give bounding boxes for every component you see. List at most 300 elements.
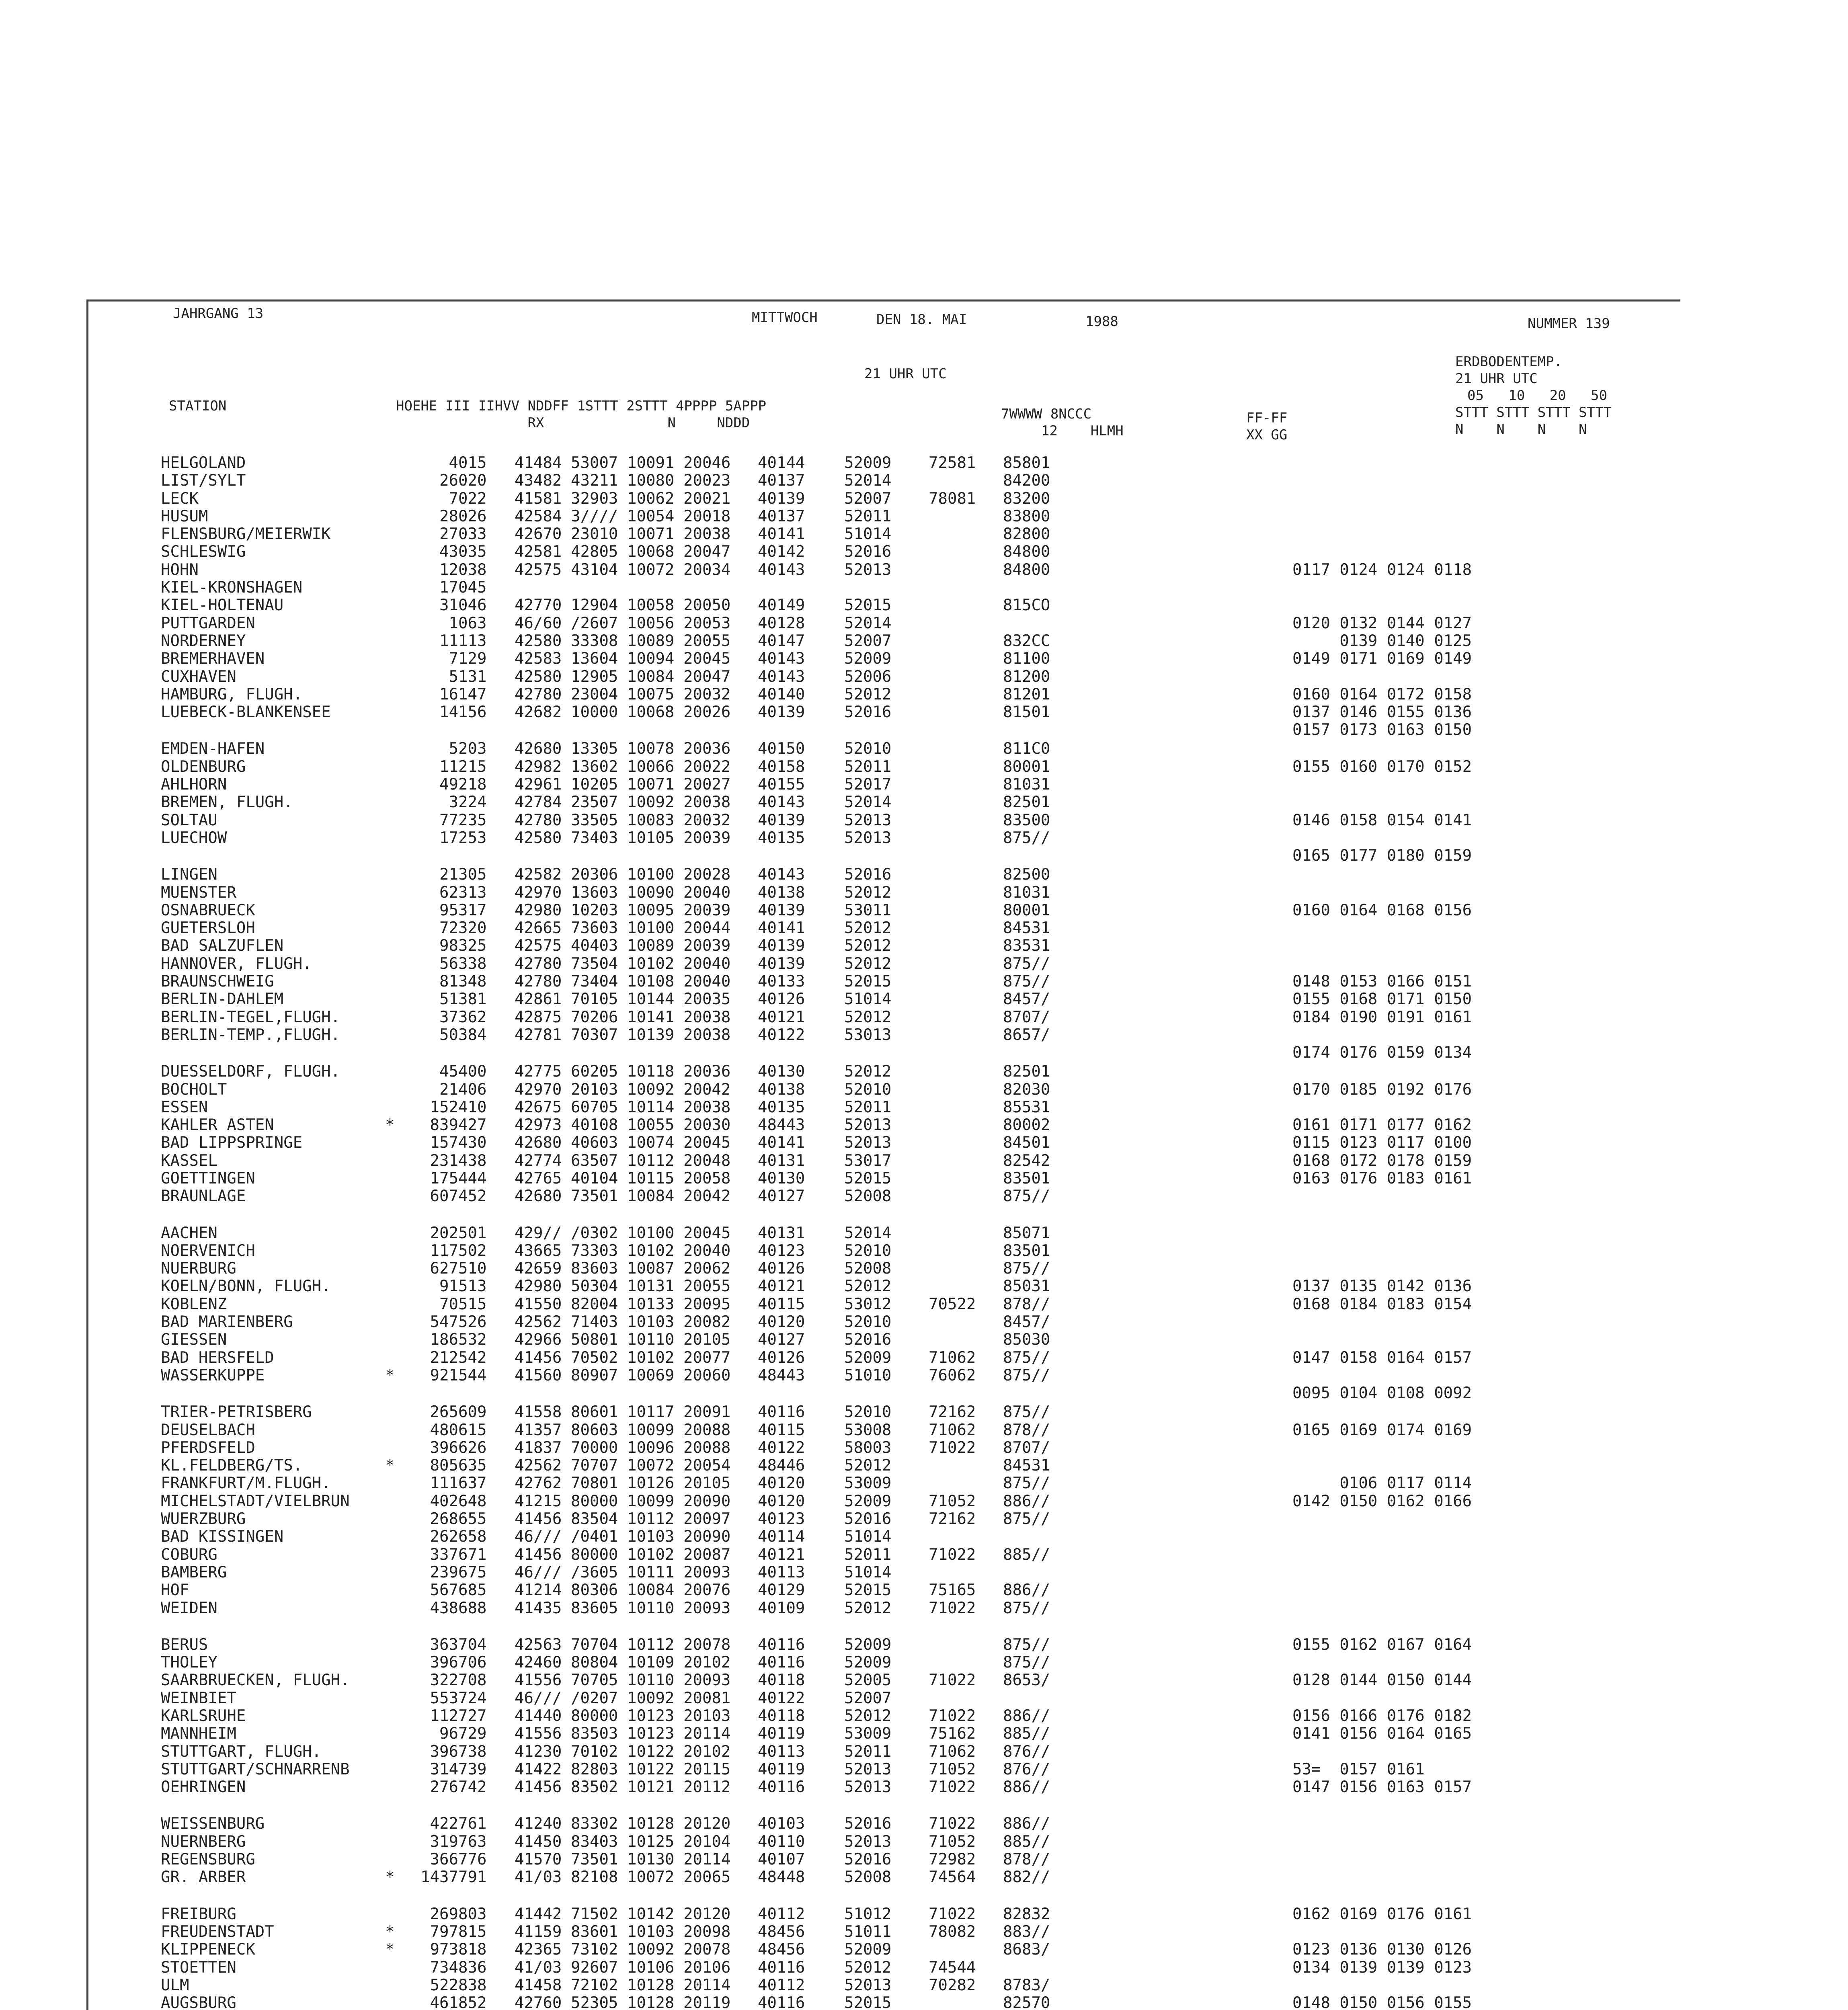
synop-group: 10203 — [571, 901, 618, 919]
station-name: BERUS — [161, 1635, 208, 1654]
synop-group: 20038 — [683, 793, 731, 812]
synop-group: 381 — [458, 990, 487, 1009]
synop-group: 429// — [515, 1224, 562, 1242]
synop-group — [627, 1384, 683, 1403]
mountain-marker — [378, 668, 402, 686]
soil-temperatures: 0115 0123 0117 0100 — [1292, 1134, 1472, 1152]
group-8: 83501 — [1003, 1241, 1050, 1260]
wind-gust — [1240, 1636, 1292, 1654]
synop-group — [515, 1206, 571, 1224]
synop-group: 13305 — [571, 740, 618, 758]
station-height: 607 — [430, 1187, 458, 1206]
group-8 — [1003, 615, 1240, 632]
synop-group: 83603 — [571, 1259, 618, 1278]
table-row — [161, 1905, 1518, 1923]
synop-group: 40123 — [758, 1510, 805, 1528]
synop-group: 20098 — [683, 1922, 731, 1941]
synop-group: 42670 — [515, 525, 562, 544]
synop-group: 10080 — [627, 472, 675, 490]
synop-group: 362 — [458, 1008, 487, 1026]
synop-group: 83502 — [571, 1778, 618, 1797]
synop-group: 20058 — [683, 1169, 731, 1188]
synop-group: 10102 — [627, 1241, 675, 1260]
wind-gust — [1240, 919, 1292, 937]
synop-group: 791 — [458, 1868, 487, 1887]
group-8: 8707/ — [1003, 1438, 1050, 1457]
synop-group: 43665 — [515, 1241, 562, 1260]
station-height: 98 — [439, 937, 458, 955]
table-row — [161, 1331, 1518, 1349]
soil-temperatures — [1292, 1367, 1518, 1384]
group-7 — [929, 508, 1003, 525]
group-7 — [929, 884, 1003, 902]
mountain-marker — [378, 632, 402, 650]
station-height: 627 — [430, 1259, 458, 1278]
synop-group: 52007 — [844, 1689, 892, 1707]
synop-group: 52014 — [844, 1224, 892, 1242]
synop-group — [758, 1044, 844, 1063]
synop-group: 40115 — [758, 1295, 805, 1313]
station-name: STUTTGART, FLUGH. — [161, 1742, 322, 1761]
synop-group: 83601 — [571, 1922, 618, 1941]
station-height: 117 — [430, 1241, 458, 1260]
group-8: 875// — [1003, 1348, 1050, 1367]
synop-group: 40113 — [758, 1563, 805, 1581]
synop-column-subheader: RX N NDDD — [396, 415, 750, 431]
synop-group: 41/03 — [515, 1868, 562, 1887]
synop-group: 704 — [458, 1635, 487, 1654]
synop-group: 20088 — [683, 1438, 731, 1457]
synop-group: 40107 — [758, 1850, 805, 1869]
synop-group: 20048 — [683, 1151, 731, 1170]
wind-gust — [1240, 632, 1292, 650]
group-8 — [1003, 1384, 1240, 1403]
synop-group: 10072 — [627, 1868, 675, 1887]
synop-group — [627, 847, 683, 866]
group-separator-row — [161, 1796, 1518, 1815]
synop-group: 42781 — [515, 1026, 562, 1044]
synop-group: 10131 — [627, 1277, 675, 1296]
station-name — [161, 1044, 378, 1063]
wind-gust — [1240, 1403, 1292, 1421]
wind-gust — [1240, 1026, 1292, 1044]
station-name: ULM — [161, 1976, 189, 1994]
wind-gust — [1240, 454, 1292, 472]
station-name: BAMBERG — [161, 1563, 227, 1581]
synop-group: 52014 — [844, 793, 892, 812]
mountain-marker — [378, 1152, 402, 1170]
wind-gust — [1240, 1349, 1292, 1367]
station-name: NUERNBERG — [161, 1832, 246, 1851]
synop-group: 10091 — [627, 454, 675, 472]
station-name: HOHN — [161, 560, 199, 579]
station-height: 402 — [430, 1492, 458, 1510]
group-8: 875// — [1003, 972, 1050, 991]
synop-group: 40116 — [758, 1958, 805, 1977]
synop-group: 10089 — [627, 632, 675, 650]
synop-group — [758, 1617, 844, 1636]
synop-group: 510 — [458, 1259, 487, 1278]
wind-gust — [1240, 1600, 1292, 1617]
group-7: 70282 — [929, 1976, 976, 1994]
soil-temperatures: 0139 0140 0125 — [1292, 632, 1472, 650]
synop-group: 761 — [458, 1815, 487, 1833]
synop-group: 10071 — [627, 775, 675, 794]
wind-gust — [1240, 1941, 1292, 1959]
station-height: 422 — [430, 1815, 458, 1833]
group-8 — [1003, 1528, 1240, 1546]
wind-gust — [1240, 686, 1292, 704]
mountain-marker — [378, 1636, 402, 1654]
synop-group: 42780 — [515, 972, 562, 991]
wind-gust — [1240, 794, 1292, 811]
synop-group: 20093 — [683, 1599, 731, 1617]
wind-gust — [1240, 1994, 1292, 2010]
station-height: 31 — [439, 596, 458, 615]
synop-group: 338 — [458, 954, 487, 973]
synop-group — [758, 1796, 844, 1815]
synop-group: 40112 — [758, 1976, 805, 1994]
synop-group: 658 — [458, 1528, 487, 1546]
synop-group: 52016 — [844, 1815, 892, 1833]
synop-group: 10105 — [627, 829, 675, 847]
synop-group: 73404 — [571, 972, 618, 991]
station-height: 186 — [430, 1331, 458, 1349]
station-name: STUTTGART/SCHNARRENB — [161, 1760, 350, 1778]
group-7 — [929, 1941, 1003, 1959]
soil-temperatures: 0163 0176 0183 0161 — [1292, 1169, 1472, 1188]
synop-group — [571, 1206, 627, 1224]
station-height: 314 — [430, 1760, 458, 1778]
synop-group: 23507 — [571, 793, 618, 812]
table-row — [161, 525, 1518, 543]
synop-group: 43211 — [571, 472, 618, 490]
synop-group: 70105 — [571, 990, 618, 1009]
soil-temperatures: 0146 0158 0154 0141 — [1292, 811, 1472, 829]
wind-gust — [1240, 1224, 1292, 1242]
wind-gust — [1240, 1761, 1292, 1778]
wind-gust — [1240, 973, 1292, 991]
group-8: 882// — [1003, 1868, 1050, 1887]
station-height: 49 — [439, 775, 458, 794]
synop-group: 42563 — [515, 1635, 562, 1654]
synop-group: 10099 — [627, 1492, 675, 1510]
wind-gust — [1240, 1510, 1292, 1528]
synop-group: 52012 — [844, 937, 892, 955]
wind-gust — [1240, 1134, 1292, 1152]
soil-temperatures — [1292, 829, 1518, 847]
soil-temperatures — [1292, 955, 1518, 973]
synop-group: 40114 — [758, 1528, 805, 1546]
synop-group — [458, 847, 515, 866]
wind-gust — [1240, 1564, 1292, 1581]
synop-group: 73501 — [571, 1187, 618, 1206]
station-name: BAD MARIENBERG — [161, 1313, 293, 1331]
wind-gust — [1240, 561, 1292, 579]
soil-temperatures: 0141 0156 0164 0165 — [1292, 1725, 1472, 1743]
wind-gust — [1240, 884, 1292, 902]
group-8: 875// — [1003, 1187, 1050, 1206]
station-name: KAHLER ASTEN — [161, 1116, 274, 1134]
group-8: 878// — [1003, 1850, 1050, 1869]
group-7 — [929, 937, 1003, 955]
synop-group: /3605 — [571, 1563, 618, 1581]
wind-gust — [1240, 1493, 1292, 1510]
station-height: 973 — [430, 1940, 458, 1959]
synop-group: 52012 — [844, 1062, 892, 1081]
synop-group: 42575 — [515, 560, 562, 579]
synop-group: 515 — [458, 1295, 487, 1313]
synop-group: 10112 — [627, 1151, 675, 1170]
station-name: BAD LIPPSPRINGE — [161, 1134, 303, 1152]
synop-group: 41214 — [515, 1581, 562, 1600]
group-8: 8457/ — [1003, 990, 1050, 1009]
wind-gust — [1240, 740, 1292, 758]
synop-group: 53008 — [844, 1421, 892, 1439]
soil-temperatures — [1292, 1851, 1518, 1868]
synop-group: 20112 — [683, 1778, 731, 1797]
wind-gust — [1240, 1331, 1292, 1349]
group-7 — [929, 632, 1003, 650]
wind-gust — [1240, 1905, 1292, 1923]
station-rows — [161, 454, 1518, 2010]
group-7: 74544 — [929, 1958, 976, 1977]
station-name: LINGEN — [161, 866, 217, 884]
wind-gust — [1240, 1313, 1292, 1331]
synop-group: 42665 — [515, 919, 562, 937]
station-height: 262 — [430, 1528, 458, 1546]
station-name: LIST/SYLT — [161, 472, 246, 490]
synop-group: 729 — [458, 1725, 487, 1743]
mountain-marker — [378, 866, 402, 884]
soil-temp-time: 21 UHR UTC — [1455, 371, 1538, 387]
synop-group: 40131 — [758, 1151, 805, 1170]
station-name: HAMBURG, FLUGH. — [161, 685, 303, 704]
mountain-marker — [378, 579, 402, 597]
station-height: 45 — [439, 1062, 458, 1081]
synop-group — [758, 1206, 844, 1224]
synop-group: 20035 — [683, 990, 731, 1009]
group-7: 74564 — [929, 1868, 976, 1887]
synop-group: 52013 — [844, 1760, 892, 1778]
synop-group: 637 — [458, 1474, 487, 1493]
synop-group: 70801 — [571, 1474, 618, 1493]
synop-group: 52014 — [844, 614, 892, 632]
synop-group: 852 — [458, 1994, 487, 2010]
synop-group: 40138 — [758, 883, 805, 902]
group-8: 885// — [1003, 1832, 1050, 1851]
wind-gust — [1240, 1923, 1292, 1941]
synop-group: 325 — [458, 937, 487, 955]
synop-group: 52006 — [844, 667, 892, 686]
synop-group: 131 — [458, 667, 487, 686]
synop-group — [458, 1617, 515, 1636]
synop-group: 40118 — [758, 1671, 805, 1690]
synop-group: /0401 — [571, 1528, 618, 1546]
group-7 — [929, 758, 1003, 776]
synop-group: 52007 — [844, 632, 892, 650]
mountain-marker — [378, 1278, 402, 1295]
synop-group: 20050 — [683, 596, 731, 615]
synop-group: 40127 — [758, 1187, 805, 1206]
synop-group: 53007 — [571, 454, 618, 472]
group-8: 875// — [1003, 1403, 1050, 1421]
group-separator-row — [161, 1617, 1518, 1636]
synop-group: 41456 — [515, 1348, 562, 1367]
station-name: TRIER-PETRISBERG — [161, 1403, 312, 1421]
synop-group: 52010 — [844, 740, 892, 758]
synop-group: 10100 — [627, 919, 675, 937]
mountain-marker — [378, 1475, 402, 1492]
group-8: 84531 — [1003, 1456, 1050, 1475]
synop-group: 10087 — [627, 1259, 675, 1278]
group-7: 71022 — [929, 1905, 976, 1923]
wind-gust — [1240, 615, 1292, 632]
synop-group: 10084 — [627, 667, 675, 686]
station-name — [161, 1206, 378, 1224]
synop-group — [683, 1796, 758, 1815]
synop-group: 739 — [458, 1760, 487, 1778]
synop-group: 40113 — [758, 1742, 805, 1761]
synop-group — [844, 1887, 929, 1905]
mountain-marker — [378, 1099, 402, 1116]
synop-group: 20088 — [683, 1421, 731, 1439]
station-name: KOELN/BONN, FLUGH. — [161, 1277, 331, 1296]
synop-group: 52008 — [844, 1187, 892, 1206]
synop-group: 10069 — [627, 1366, 675, 1384]
group-8: 82800 — [1003, 525, 1050, 544]
synop-group: 10117 — [627, 1403, 675, 1421]
group-8: 83200 — [1003, 489, 1050, 508]
mountain-marker — [378, 1796, 402, 1815]
synop-group: 40141 — [758, 525, 805, 544]
synop-group: 10112 — [627, 1635, 675, 1654]
station-name: HANNOVER, FLUGH. — [161, 954, 312, 973]
synop-group: 51014 — [844, 1563, 892, 1581]
table-row — [161, 1313, 1518, 1331]
station-name — [161, 721, 378, 740]
synop-group: 10090 — [627, 883, 675, 902]
group-8: 886// — [1003, 1492, 1050, 1510]
synop-group: 20053 — [683, 614, 731, 632]
volume-label: JAHRGANG 13 — [173, 306, 264, 322]
synop-group: 52005 — [844, 1671, 892, 1690]
group-7: 71022 — [929, 1778, 976, 1797]
synop-group: 763 — [458, 1832, 487, 1851]
station-height: 7 — [449, 650, 458, 668]
group-7 — [929, 1564, 1003, 1581]
synop-group: 10092 — [627, 1689, 675, 1707]
group-7 — [929, 991, 1003, 1008]
table-row — [161, 1063, 1518, 1081]
synop-group: 80804 — [571, 1653, 618, 1672]
synop-group: 41440 — [515, 1707, 562, 1725]
synop-group: 40135 — [758, 829, 805, 847]
synop-group: 42982 — [515, 757, 562, 776]
mountain-marker — [378, 1851, 402, 1868]
synop-group: 60705 — [571, 1098, 618, 1116]
synop-group: 10103 — [627, 1313, 675, 1331]
synop-group: 40139 — [758, 703, 805, 722]
station-name: KIEL-KRONSHAGEN — [161, 578, 303, 597]
synop-group: 10099 — [627, 1421, 675, 1439]
synop-group: 52013 — [844, 560, 892, 579]
synop-group — [515, 579, 571, 597]
synop-group: 80603 — [571, 1421, 618, 1439]
synop-group: 20060 — [683, 1366, 731, 1384]
group-8 — [1003, 1690, 1240, 1707]
synop-group — [515, 721, 571, 740]
synop-group — [758, 721, 844, 740]
synop-group: 40104 — [571, 1169, 618, 1188]
synop-group: 42365 — [515, 1940, 562, 1959]
table-row — [161, 1510, 1518, 1528]
synop-group: 20036 — [683, 740, 731, 758]
table-row — [161, 1116, 1518, 1134]
synop-group: 532 — [458, 1331, 487, 1349]
group-8 — [1003, 579, 1240, 597]
synop-group: 52009 — [844, 1653, 892, 1672]
mountain-marker — [378, 1528, 402, 1546]
synop-group: 218 — [458, 775, 487, 794]
group-7 — [929, 1528, 1003, 1546]
synop-group: 42970 — [515, 883, 562, 902]
synop-group: 48446 — [758, 1456, 805, 1475]
wind-gust — [1240, 1278, 1292, 1295]
table-row — [161, 490, 1518, 508]
soil-temperatures: 0149 0171 0169 0149 — [1292, 650, 1472, 668]
group-8: 84200 — [1003, 472, 1050, 490]
station-name: FRANKFURT/M.FLUGH. — [161, 1474, 331, 1493]
synop-group: 82108 — [571, 1868, 618, 1887]
group-7 — [929, 650, 1003, 668]
synop-group: 52007 — [844, 489, 892, 508]
synop-group: 41240 — [515, 1815, 562, 1833]
station-name: BREMERHAVEN — [161, 650, 265, 668]
station-name: GOETTINGEN — [161, 1169, 255, 1188]
mountain-marker — [378, 1206, 402, 1224]
synop-group: 42682 — [515, 703, 562, 722]
synop-group: 10118 — [627, 1062, 675, 1081]
synop-group: 3//// — [571, 507, 618, 525]
station-name: WASSERKUPPE — [161, 1366, 265, 1384]
synop-group: 42784 — [515, 793, 562, 812]
synop-group: 51012 — [844, 1905, 892, 1923]
group-7: 71022 — [929, 1815, 976, 1833]
soil-temperatures — [1292, 1188, 1518, 1205]
synop-group: 10122 — [627, 1760, 675, 1778]
synop-group: 70000 — [571, 1438, 618, 1457]
synop-group: 40122 — [758, 1689, 805, 1707]
group-7 — [929, 721, 1003, 740]
group-7 — [929, 776, 1003, 794]
station-name: BREMEN, FLUGH. — [161, 793, 293, 812]
soil-temperatures — [1292, 543, 1518, 561]
synop-group: 42973 — [515, 1116, 562, 1134]
soil-temperatures — [1292, 597, 1518, 614]
synop-group: 52011 — [844, 1742, 892, 1761]
station-name: HUSUM — [161, 507, 208, 525]
mountain-marker — [378, 525, 402, 543]
synop-group: 42980 — [515, 901, 562, 919]
synop-column-header: HOEHE III IIHVV NDDFF 1STTT 2STTT 4PPPP 5APPP — [396, 398, 767, 414]
synop-group: 52012 — [844, 1456, 892, 1475]
wind-gust — [1240, 1260, 1292, 1278]
group-7 — [929, 812, 1003, 829]
synop-group: 40116 — [758, 1994, 805, 2010]
table-row — [161, 472, 1518, 490]
synop-group: 41215 — [515, 1492, 562, 1510]
